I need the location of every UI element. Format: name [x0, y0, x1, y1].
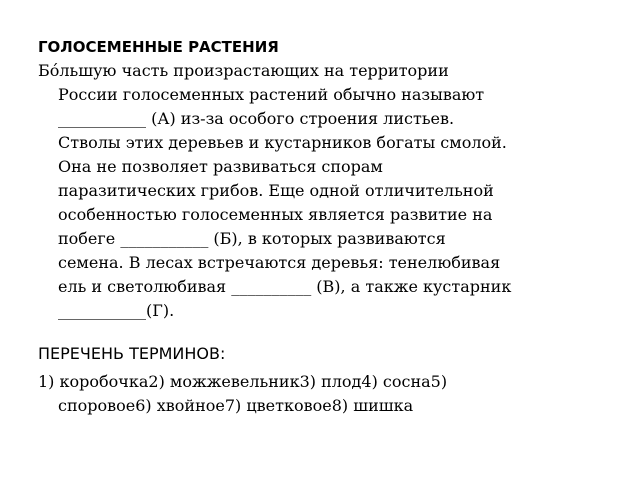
- terms-heading: ПЕРЕЧЕНЬ ТЕРМИНОВ:: [38, 344, 226, 363]
- paragraph-line: Стволы этих деревьев и кустарников богаты смолой.: [58, 133, 507, 152]
- document-title: ГОЛОСЕМЕННЫЕ РАСТЕНИЯ: [38, 38, 279, 56]
- main-paragraph: [38, 59, 610, 323]
- paragraph-line: Бо́льшую часть произрастающих на территории: [38, 61, 449, 80]
- paragraph-line: особенностью голосеменных является развитие на: [58, 205, 493, 224]
- paragraph-line: побеге ___________ (Б), в которых развиваются: [58, 229, 446, 248]
- terms-list: [38, 370, 610, 418]
- paragraph-line: ель и светолюбивая __________ (В), а также кустарник: [58, 277, 512, 296]
- paragraph-line: Она не позволяет развиваться спорам: [58, 157, 383, 176]
- paragraph-line: семена. В лесах встречаются деревья: тенелюбивая: [58, 253, 501, 272]
- terms-line: 1) коробочка2) можжевельник3) плод4) сосна5): [38, 372, 448, 391]
- terms-line: споровое6) хвойное7) цветковое8) шишка: [58, 396, 414, 415]
- paragraph-line: ___________ (А) из-за особого строения листьев.: [58, 109, 455, 128]
- paragraph-line: паразитических грибов. Еще одной отличительной: [58, 181, 494, 200]
- paragraph-line: России голосеменных растений обычно называют: [58, 85, 485, 104]
- paragraph-line: ___________(Г).: [58, 301, 175, 320]
